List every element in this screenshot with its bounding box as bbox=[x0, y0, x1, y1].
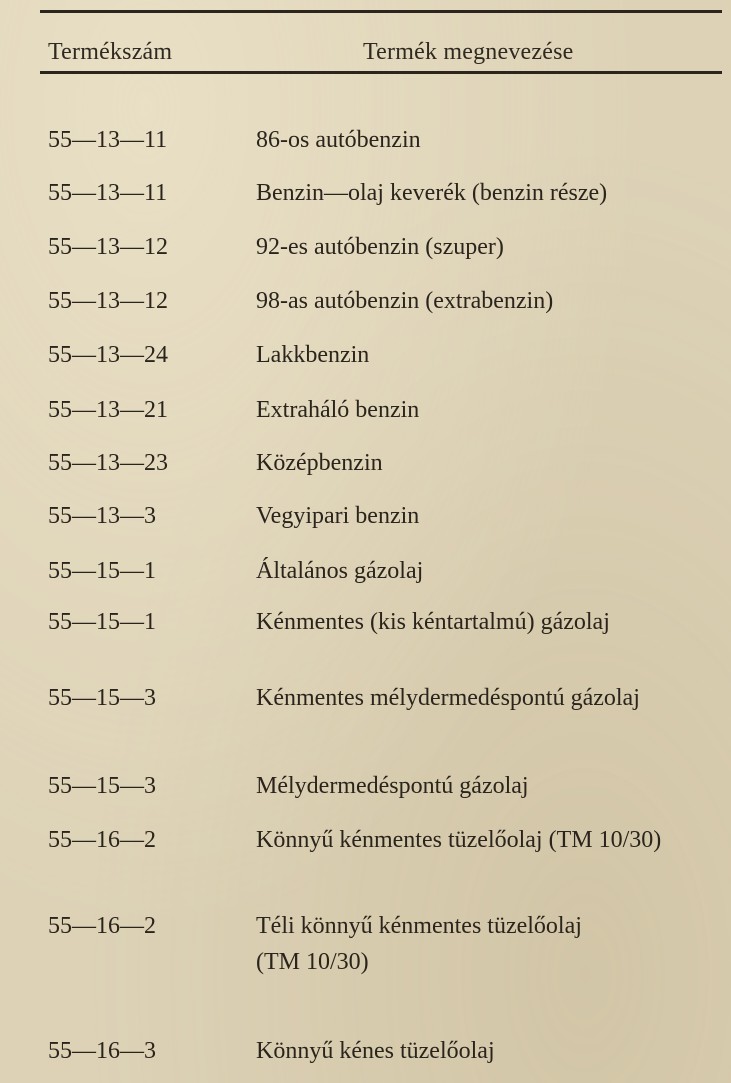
product-name: Könnyű kénes tüzelőolaj bbox=[256, 1038, 495, 1064]
column-header-product-code: Termékszám bbox=[48, 39, 173, 65]
column-header-product-name: Termék megnevezése bbox=[363, 39, 574, 65]
product-code: 55—13—21 bbox=[48, 397, 168, 423]
product-name: Vegyipari benzin bbox=[256, 503, 420, 529]
product-code: 55—16—2 bbox=[48, 913, 156, 939]
product-code: 55—13—3 bbox=[48, 503, 156, 529]
product-name: Kénmentes mélydermedéspontú gázolaj bbox=[256, 685, 640, 711]
product-name: Általános gázolaj bbox=[256, 558, 424, 584]
top-rule bbox=[40, 10, 722, 13]
product-code: 55—15—1 bbox=[48, 609, 156, 635]
product-name: Téli könnyű kénmentes tüzelőolaj (TM 10/30) bbox=[256, 913, 582, 975]
product-code: 55—13—11 bbox=[48, 180, 168, 206]
product-code: 55—16—2 bbox=[48, 827, 156, 853]
product-name: Középbenzin bbox=[256, 450, 383, 476]
product-name: 92-es autóbenzin (szuper) bbox=[256, 234, 504, 260]
product-code: 55—16—3 bbox=[48, 1038, 156, 1064]
header-rule bbox=[40, 71, 722, 74]
product-code: 55—15—1 bbox=[48, 558, 156, 584]
product-name: Benzin—olaj keverék (benzin része) bbox=[256, 180, 608, 206]
product-name: Mélydermedéspontú gázolaj bbox=[256, 773, 529, 799]
product-name: Lakkbenzin bbox=[256, 342, 370, 368]
product-code: 55—13—12 bbox=[48, 288, 168, 314]
product-code: 55—13—23 bbox=[48, 450, 168, 476]
product-name: 86-os autóbenzin bbox=[256, 127, 421, 153]
product-name: Extraháló benzin bbox=[256, 397, 420, 423]
product-name: 98-as autóbenzin (extrabenzin) bbox=[256, 288, 554, 314]
product-code: 55—15—3 bbox=[48, 685, 156, 711]
product-code: 55—15—3 bbox=[48, 773, 156, 799]
product-code: 55—13—12 bbox=[48, 234, 168, 260]
product-code: 55—13—11 bbox=[48, 127, 168, 153]
product-name: Könnyű kénmentes tüzelőolaj (TM 10/30) bbox=[256, 827, 662, 853]
product-name: Kénmentes (kis kéntartalmú) gázolaj bbox=[256, 609, 610, 635]
product-code: 55—13—24 bbox=[48, 342, 168, 368]
